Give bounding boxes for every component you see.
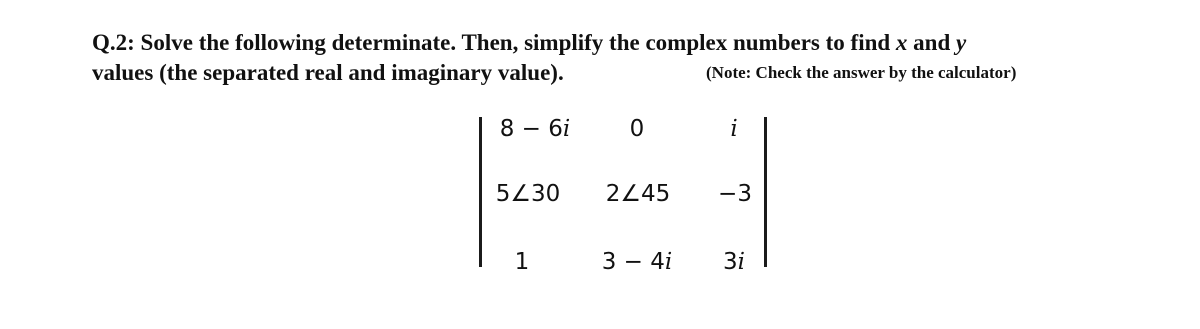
- matrix-cell-r3c1: 1: [514, 249, 530, 275]
- matrix-cell-r3c3: 3i: [723, 249, 745, 275]
- question-line-2: values (the separated real and imaginary value).: [92, 60, 564, 85]
- question-and: and: [907, 30, 957, 55]
- matrix-cell-r3c2: 3 − 4i: [601, 249, 673, 275]
- calculator-note: (Note: Check the answer by the calculator): [706, 63, 1017, 82]
- variable-y: y: [956, 30, 967, 55]
- matrix-cell-r2c1: 5∠30: [495, 181, 561, 207]
- matrix-cell-r1c2: 0: [629, 116, 645, 142]
- determinant-right-bar: [764, 117, 767, 267]
- determinant-left-bar: [479, 117, 482, 267]
- question-line-1: [92, 28, 1152, 58]
- determinant: [470, 110, 770, 275]
- matrix-cell-r2c3: −3: [718, 181, 752, 207]
- variable-x: x: [895, 30, 908, 55]
- matrix-cell-r1c3: i: [730, 116, 738, 142]
- matrix-cell-r2c2: 2∠45: [605, 181, 671, 207]
- matrix-cell-r1c1: 8 − 6i: [499, 116, 571, 142]
- question-prefix: Q.2: Solve the following determinate. Then, simplify the complex numbers to find: [92, 30, 896, 55]
